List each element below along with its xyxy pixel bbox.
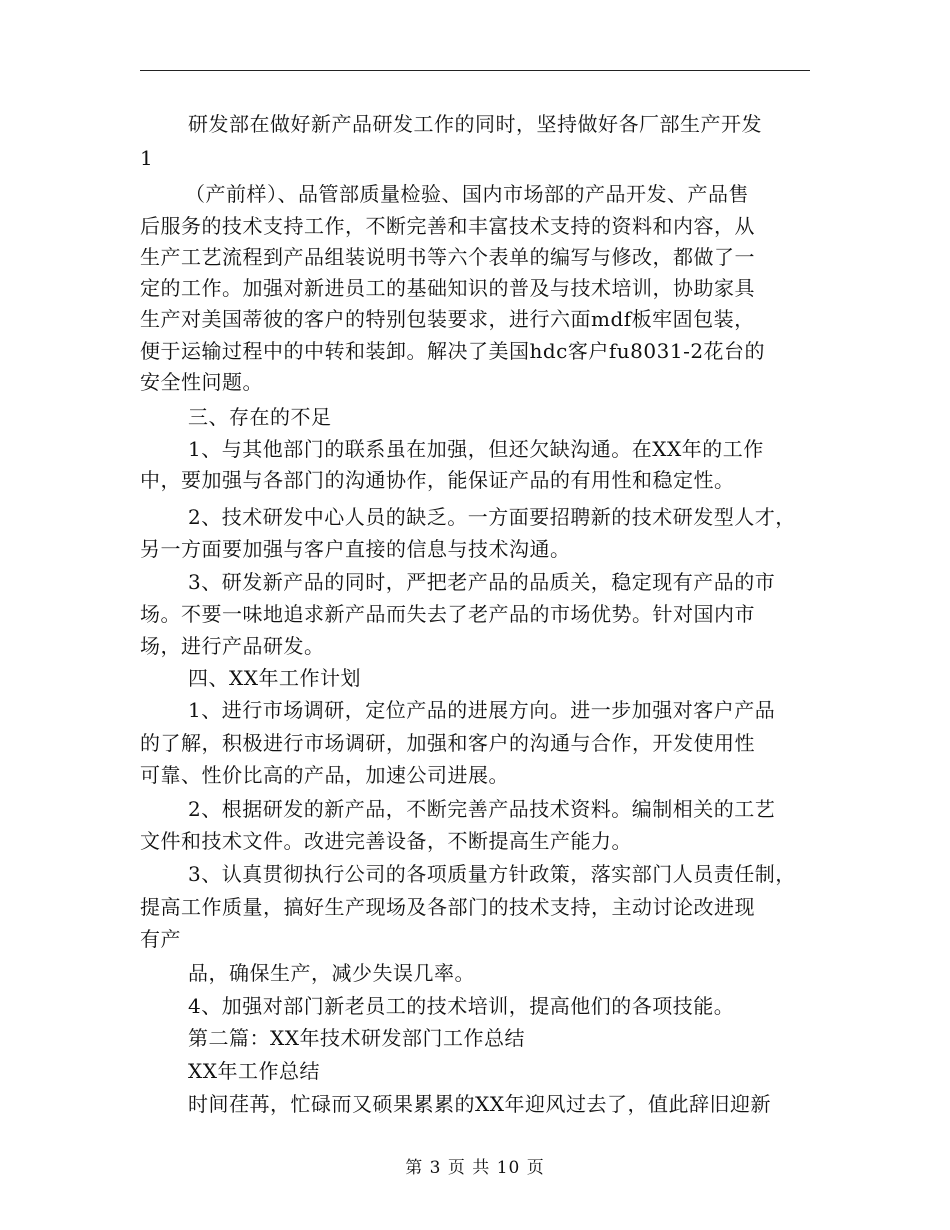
section-heading: 第二篇：XX年技术研发部门工作总结 <box>188 1026 525 1050</box>
text-line: 有产 <box>140 927 181 951</box>
text-line: 场。不要一味地追求新产品而失去了老产品的市场优势。针对国内市 <box>140 602 755 626</box>
section-heading: XX年工作总结 <box>188 1059 320 1083</box>
text-line: 2、技术研发中心人员的缺乏。一方面要招聘新的技术研发型人才， <box>188 505 796 529</box>
text-line: 安全性问题。 <box>140 370 263 394</box>
text-line: 生产工艺流程到产品组装说明书等六个表单的编写与修改，都做了一 <box>140 245 755 269</box>
text-line: 后服务的技术支持工作，不断完善和丰富技术支持的资料和内容，从 <box>140 214 755 238</box>
text-line: 另一方面要加强与客户直接的信息与技术沟通。 <box>140 537 571 561</box>
text-line: 定的工作。加强对新进员工的基础知识的普及与技术培训，协助家具 <box>140 276 755 300</box>
text-line: 的了解，积极进行市场调研，加强和客户的沟通与合作，开发使用性 <box>140 731 755 755</box>
text-line: 1 <box>140 146 154 170</box>
text-line: 1、进行市场调研，定位产品的进展方向。进一步加强对客户产品 <box>188 698 776 722</box>
text-line: 1、与其他部门的联系虽在加强，但还欠缺沟通。在XX年的工作 <box>188 437 764 461</box>
text-line: 3、研发新产品的同时，严把老产品的品质关，稳定现有产品的市 <box>188 570 776 594</box>
text-line: 便于运输过程中的中转和装卸。解决了美国hdc客户fu8031-2花台的 <box>140 339 766 363</box>
text-line: 可靠、性价比高的产品，加速公司进展。 <box>140 763 509 787</box>
header-rule <box>140 70 810 71</box>
text-line: 3、认真贯彻执行公司的各项质量方针政策，落实部门人员责任制， <box>188 862 796 886</box>
text-line: 4、加强对部门新老员工的技术培训，提高他们的各项技能。 <box>188 994 735 1018</box>
text-line: 场，进行产品研发。 <box>140 634 325 658</box>
text-line: 品，确保生产，减少失误几率。 <box>188 961 475 985</box>
text-line: 中，要加强与各部门的沟通协作，能保证产品的有用性和稳定性。 <box>140 468 735 492</box>
text-line: 文件和技术文件。改进完善设备，不断提高生产能力。 <box>140 829 632 853</box>
text-line: 2、根据研发的新产品，不断完善产品技术资料。编制相关的工艺 <box>188 797 776 821</box>
text-line: 提高工作质量，搞好生产现场及各部门的技术支持，主动讨论改进现 <box>140 895 755 919</box>
text-line: 生产对美国蒂彼的客户的特别包装要求，进行六面mdf板牢固包装， <box>140 307 755 331</box>
page-footer: 第 3 页 共 10 页 <box>405 1158 545 1178</box>
section-heading: 三、存在的不足 <box>188 405 332 429</box>
section-heading: 四、XX年工作计划 <box>188 666 361 690</box>
text-line: 时间荏苒，忙碌而又硕果累累的XX年迎风过去了，值此辞旧迎新 <box>188 1092 771 1116</box>
text-line: （产前样）、品管部质量检验、国内市场部的产品开发、产品售 <box>185 182 749 206</box>
text-line: 研发部在做好新产品研发工作的同时，坚持做好各厂部生产开发 <box>188 112 762 136</box>
